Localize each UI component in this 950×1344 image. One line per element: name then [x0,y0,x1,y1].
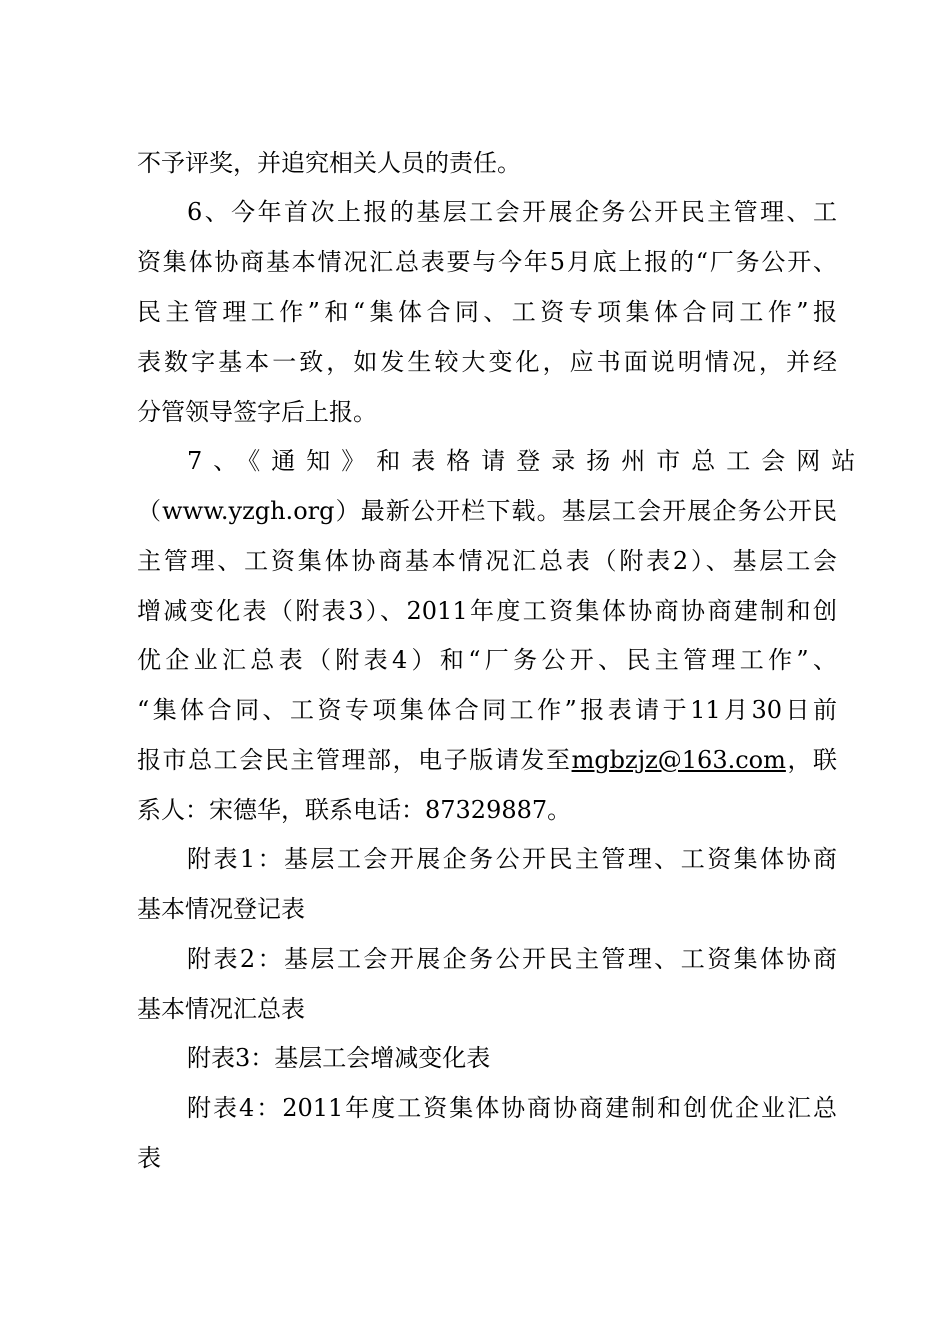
text-line-3: 资集体协商基本情况汇总表要与今年5月底上报的“厂务公开、 [137,248,837,276]
appendix-4-line-1: 附表4：2011年度工资集体协商协商建制和创优企业汇总 [187,1094,837,1122]
text-line-6: 分管领导签字后上报。 [137,398,377,426]
appendix-3-line-1: 附表3：基层工会增减变化表 [187,1044,491,1072]
appendix-4-line-2: 表 [137,1144,161,1172]
text-line-14: 系人：宋德华，联系电话：87329887。 [137,796,572,824]
text-line-12: “集体合同、工资专项集体合同工作”报表请于11月30日前 [137,696,837,724]
text-line-4: 民主管理工作”和“集体合同、工资专项集体合同工作”报 [137,298,837,326]
appendix-1-line-1: 附表1：基层工会开展企务公开民主管理、工资集体协商 [187,845,837,873]
text-line-10: 增减变化表（附表3）、2011年度工资集体协商协商建制和创 [137,597,837,625]
text-line-8: （www.yzgh.org）最新公开栏下载。基层工会开展企务公开民 [137,497,837,525]
appendix-1-line-2: 基本情况登记表 [137,895,305,923]
text-line-2: 6、今年首次上报的基层工会开展企务公开民主管理、工 [187,198,837,226]
appendix-2-line-2: 基本情况汇总表 [137,995,305,1023]
appendix-2-line-1: 附表2：基层工会开展企务公开民主管理、工资集体协商 [187,945,837,973]
text-line-1: 不予评奖，并追究相关人员的责任。 [137,149,521,177]
text-line-5: 表数字基本一致，如发生较大变化，应书面说明情况，并经 [137,348,837,376]
text-line-7: 7、《通知》和表格请登录扬州市总工会网站 [187,447,867,475]
text-line-13-start: 报市总工会民主管理部，电子版请发至 [137,746,572,774]
text-line-13-end: ，联 [785,746,837,774]
text-line-13 [137,740,837,780]
text-line-11: 优企业汇总表（附表4）和“厂务公开、民主管理工作”、 [137,646,837,674]
email-link[interactable]: mgbzjz@163.com [571,746,786,774]
text-line-9: 主管理、工资集体协商基本情况汇总表（附表2）、基层工会 [137,547,837,575]
